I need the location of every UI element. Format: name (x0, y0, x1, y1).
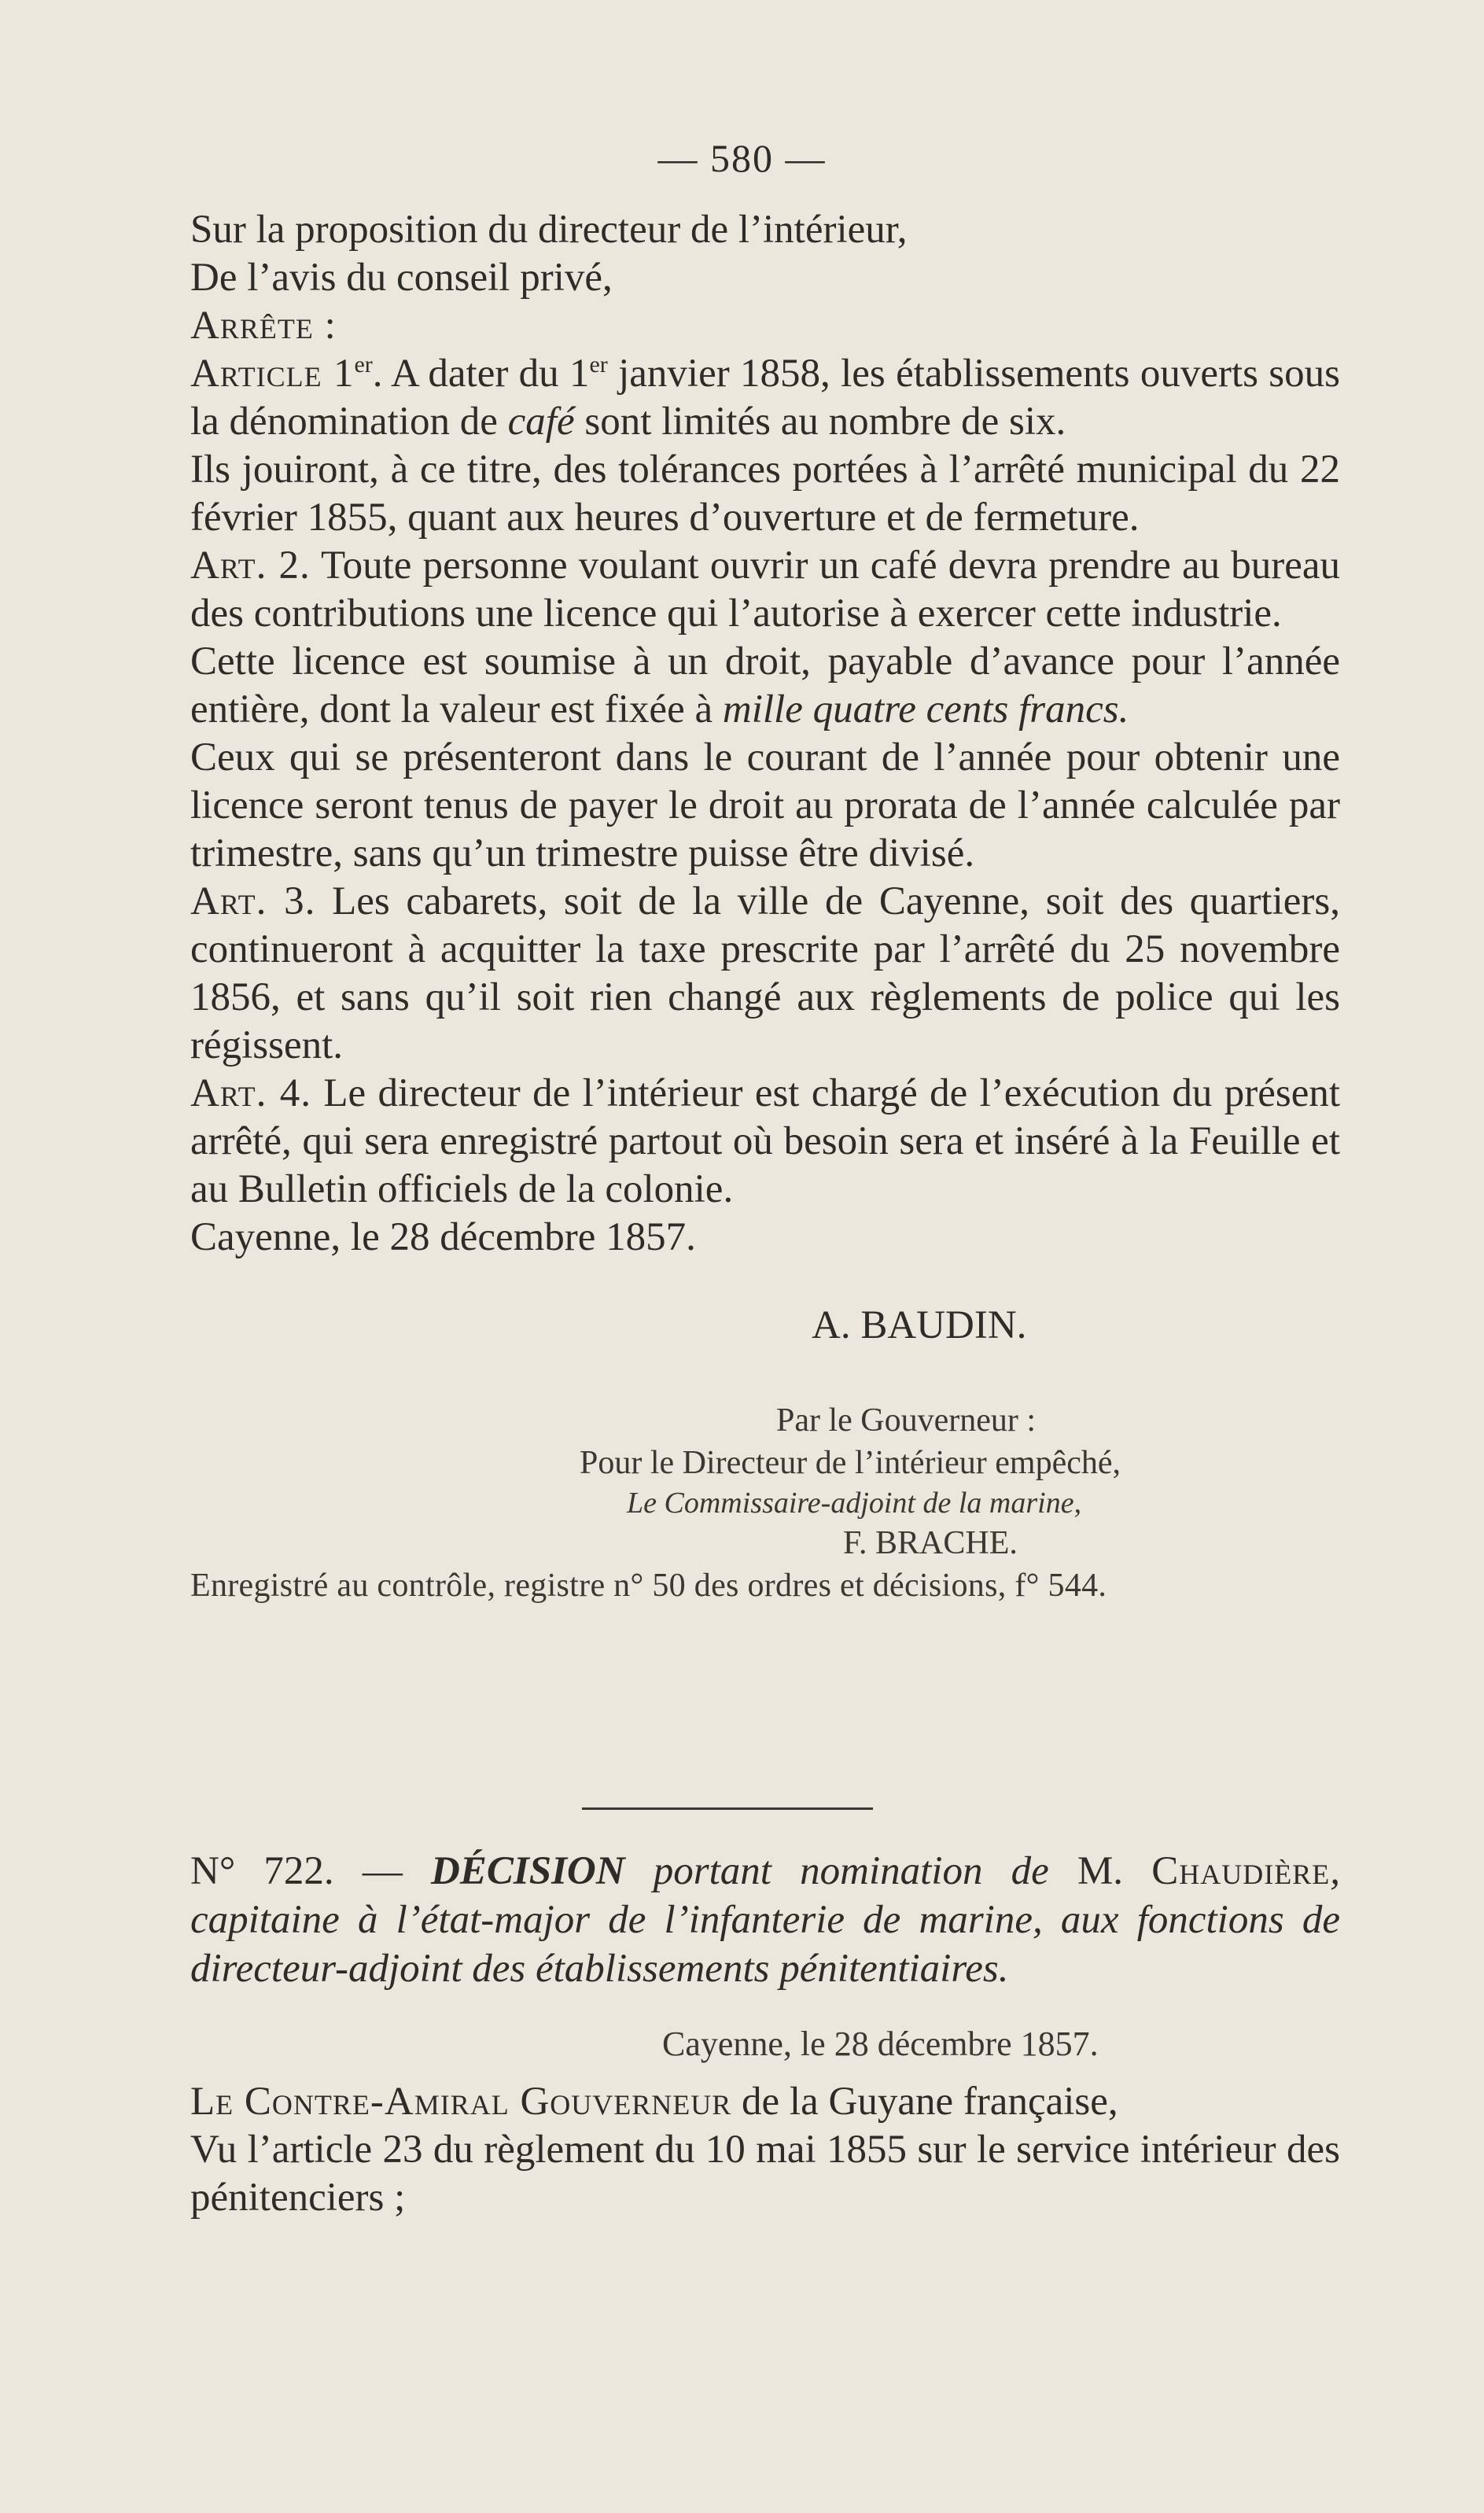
article-1 (190, 350, 1340, 446)
article-2 (190, 542, 1340, 638)
pour-directeur-line (190, 1442, 1340, 1484)
article-3-text: Les cabarets, soit de la ville de Cayenne, soit des quartiers, continueront à acquitter la taxe prescrite par l’arrêté du 25 novembre 1856, et sans qu’il soit rien changé aux règlements de police qui les régissent. (190, 879, 1340, 1067)
vu-line (190, 2126, 1340, 2222)
proposition-text: Sur la proposition du directeur de l’intérieur, (190, 208, 908, 252)
article-2-paragraph-3 (190, 734, 1340, 878)
article-1-p2-text: Ils jouiront, à ce titre, des tolérances portées à l’arrêté municipal du 22 février 1855, quant aux heures d’ouverture et de fermeture. (190, 448, 1340, 540)
decision-section (190, 1847, 1340, 2222)
signature-text: A. BAUDIN. (812, 1303, 1027, 1347)
article-1-text-c: sont limités au nombre de six. (574, 400, 1066, 444)
article-1-cafe: café (507, 400, 575, 444)
decision-number: N° 722. — (190, 1849, 431, 1893)
decision-heading-a: portant nomination de (624, 1849, 1077, 1893)
decision-heading-m: M. (1077, 1849, 1152, 1893)
arrete-label: Arrête : (190, 304, 337, 348)
article-2-label: Art. 2. (190, 544, 311, 588)
enregistre-text: Enregistré au contrôle, registre n° 50 des ordres et décisions, f° 544. (190, 1568, 1107, 1604)
section-divider (582, 1807, 873, 1810)
arrete-heading (190, 302, 1340, 350)
article-1-label: Article 1 (190, 352, 355, 396)
article-2-p2-text: Cette licence est soumise à un droit, payable d’avance pour l’année entière, dont la valeur est fixée à (190, 639, 1340, 731)
commissaire-line (190, 1484, 1340, 1522)
article-4 (190, 1070, 1340, 1214)
enregistre-line (190, 1564, 1340, 1607)
pour-directeur-text: Pour le Directeur de l’intérieur empêché, (580, 1445, 1121, 1481)
decision-date-line (190, 2023, 1340, 2065)
article-1-text-sup: er (589, 352, 608, 378)
article-1-text-b: janvier 1858, les établissements ouverts sous la dénomination de (190, 352, 1341, 444)
date-text: Cayenne, le 28 décembre 1857. (190, 1215, 696, 1259)
article-3 (190, 878, 1340, 1070)
article-1-sup: er (354, 352, 373, 378)
decision-heading-b: , capitaine à l’état-major de l’infanterie de marine, aux fonctions de directeur-adjoint des établissements pénitentiaires. (190, 1849, 1340, 1991)
par-gouverneur-line (190, 1399, 1340, 1442)
vu-text: Vu l’article 23 du règlement du 10 mai 1855 sur le service intérieur des pénitenciers ; (190, 2128, 1340, 2220)
brache-text: F. BRACHE. (843, 1525, 1018, 1561)
article-1-paragraph-2 (190, 446, 1340, 542)
article-2-p2-amount: mille quatre cents francs. (722, 687, 1129, 731)
proposition-line (190, 206, 1340, 254)
page-number: — 580 — (657, 136, 827, 180)
decision-heading (190, 1847, 1340, 1993)
signature-line (190, 1302, 1340, 1350)
article-4-label: Art. 4. (190, 1071, 312, 1115)
decision-title: DÉCISION (431, 1849, 625, 1893)
date-line (190, 1214, 1340, 1262)
article-1-text-a: . A dater du 1 (372, 352, 590, 396)
gouverneur-rest: de la Guyane française, (731, 2080, 1118, 2124)
article-3-label: Art. 3. (190, 879, 316, 923)
article-4-text: Le directeur de l’intérieur est chargé de l’exécution du présent arrêté, qui sera enregistré partout où besoin sera et inséré à la Feuille et au Bulletin officiels de la colonie. (190, 1071, 1340, 1211)
avis-line (190, 254, 1340, 302)
arrete-section (190, 206, 1340, 1607)
commissaire-text: Le Commissaire-adjoint de la marine, (627, 1487, 1082, 1520)
par-gouverneur-text: Par le Gouverneur : (776, 1402, 1037, 1439)
gouverneur-line (190, 2078, 1340, 2126)
gouverneur-label: Le Contre-Amiral Gouverneur (190, 2080, 732, 2124)
article-2-p3-text: Ceux qui se présenteront dans le courant de l’année pour obtenir une licence seront tenus de payer le droit au prorata de l’année calculée par trimestre, sans qu’un trimestre puisse être divisé. (190, 735, 1340, 875)
decision-date-text: Cayenne, le 28 décembre 1857. (662, 2025, 1099, 2063)
decision-heading-name: Chaudière (1151, 1849, 1331, 1893)
article-2-paragraph-2 (190, 638, 1340, 734)
avis-text: De l’avis du conseil privé, (190, 256, 613, 300)
brache-line (190, 1522, 1340, 1564)
article-2-text: Toute personne voulant ouvrir un café devra prendre au bureau des contributions une licence qui l’autorise à exercer cette industrie. (190, 544, 1340, 636)
